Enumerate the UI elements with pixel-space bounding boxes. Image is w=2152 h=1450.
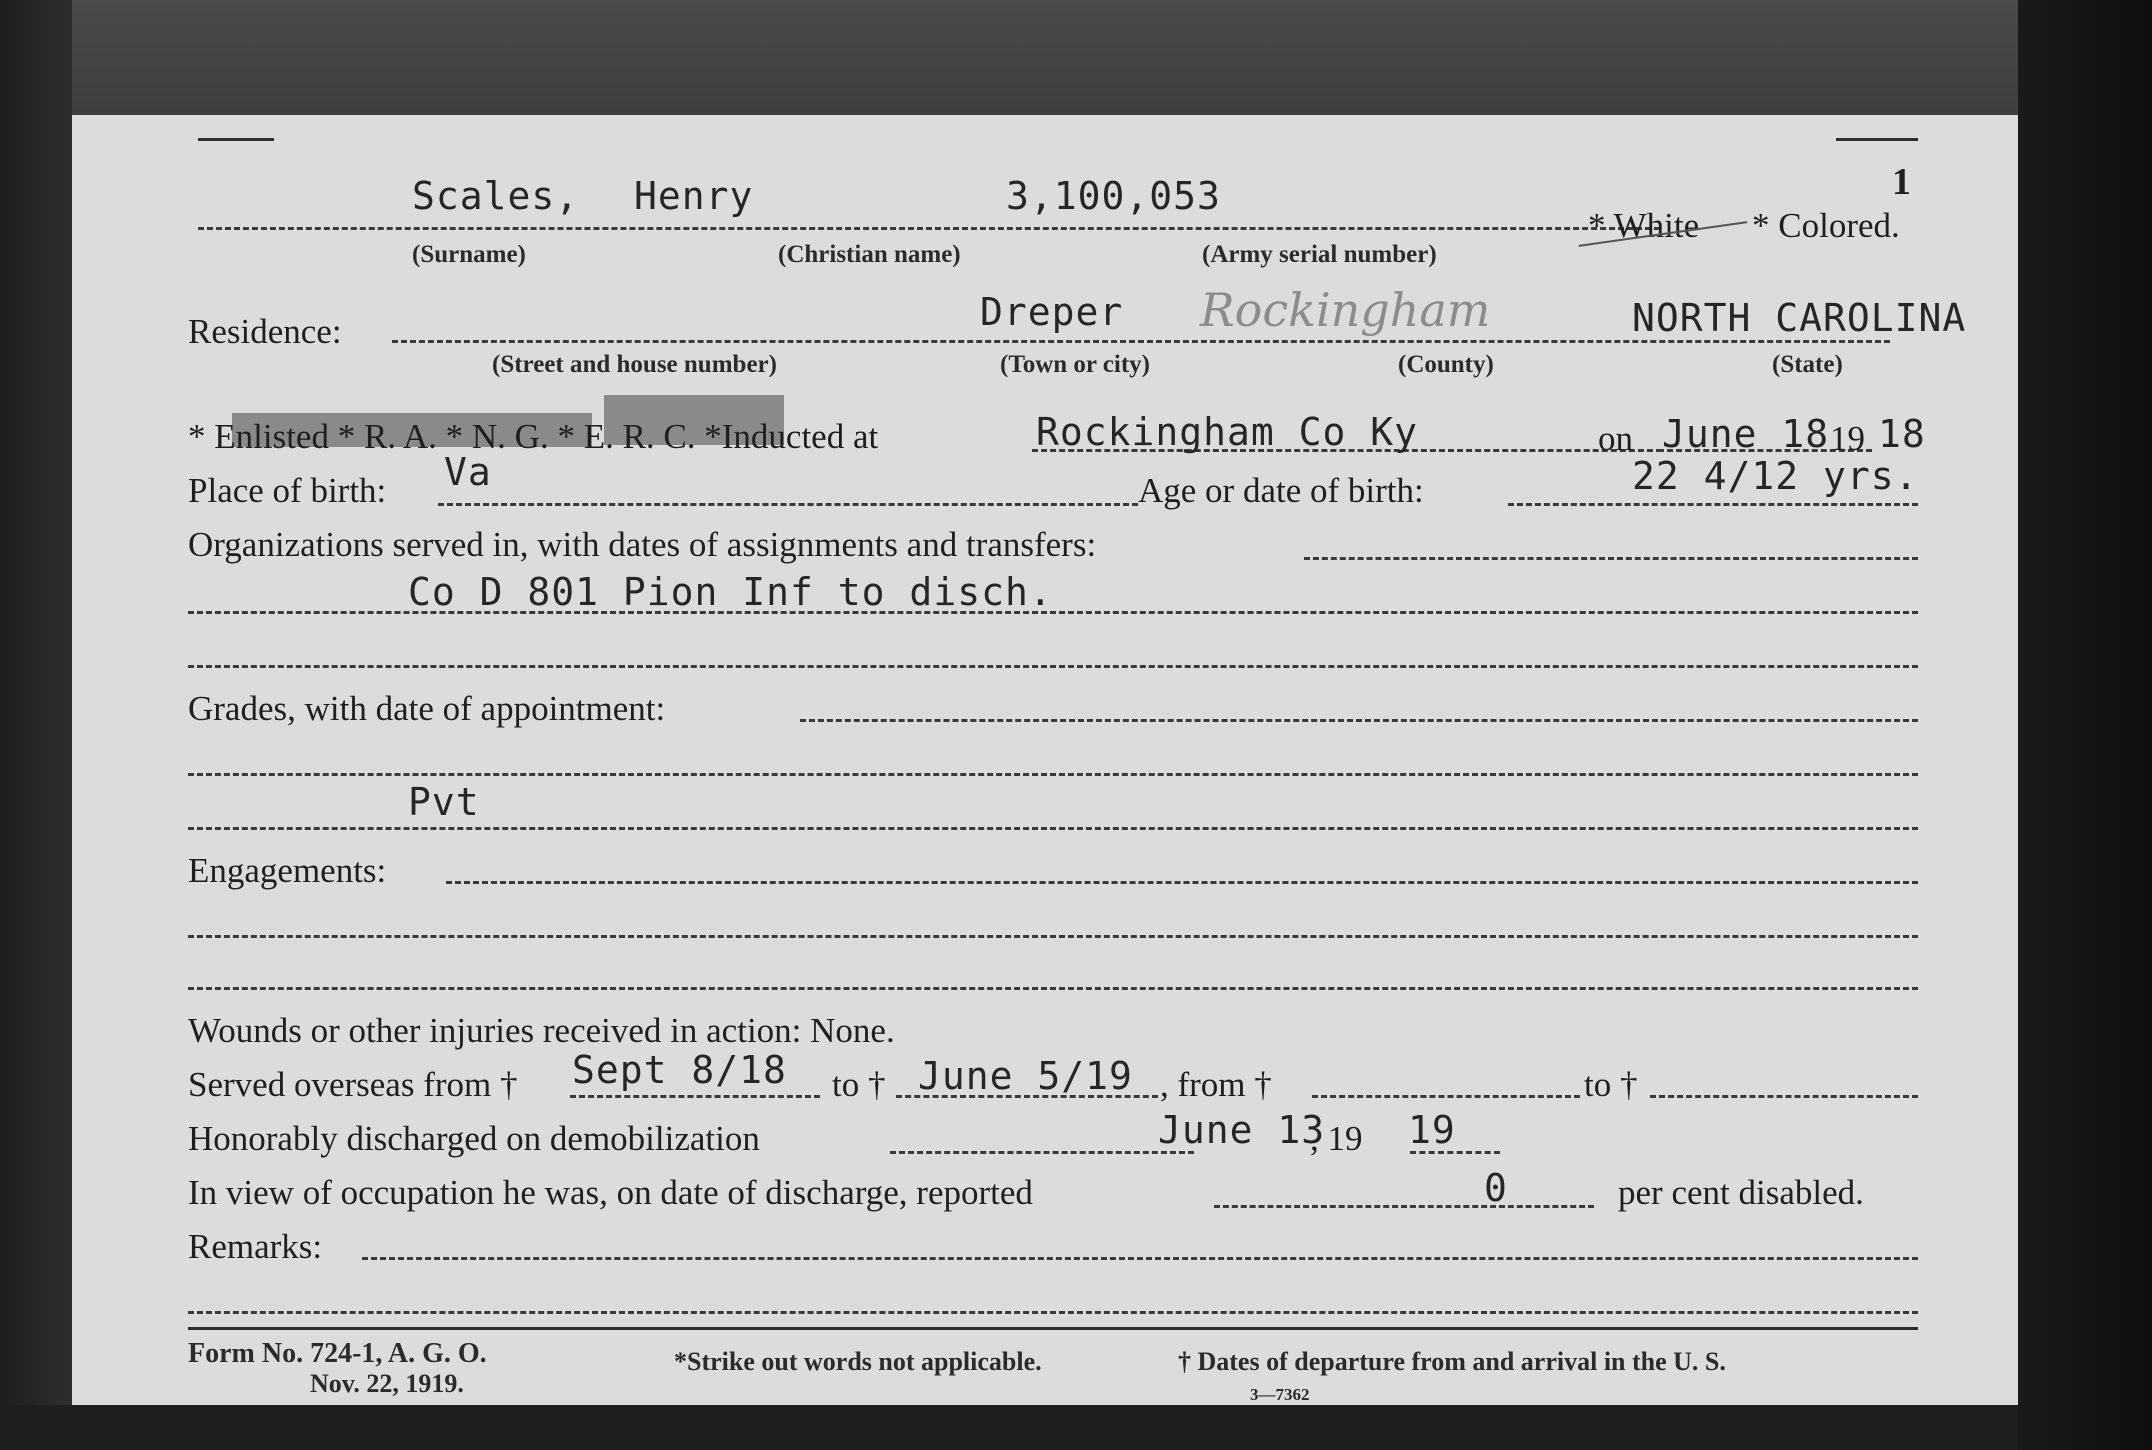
county-handwritten: Rockingham — [1200, 283, 1491, 337]
disabled-value: 0 — [1484, 1166, 1508, 1210]
overseas-to-label-2: to † — [1584, 1065, 1638, 1104]
residence-label: Residence: — [188, 312, 342, 351]
grades-line-2 — [188, 773, 1918, 776]
organizations-value: Co D 801 Pion Inf to disch. — [408, 570, 1053, 614]
corner-rule-left — [198, 138, 274, 141]
disabled-line — [1214, 1205, 1594, 1208]
remarks-line-1 — [362, 1257, 1918, 1260]
grades-label: Grades, with date of appointment: — [188, 689, 666, 728]
discharge-year-prefix: , 19 — [1310, 1119, 1363, 1158]
christian-name-value: Henry — [634, 174, 754, 218]
overseas-from-label-2: , from † — [1160, 1065, 1272, 1104]
print-code: 3—7362 — [1250, 1385, 1310, 1404]
wounds-label: Wounds or other injuries received in action: None. — [188, 1011, 895, 1050]
surname-value: Scales, — [412, 174, 580, 218]
grades-line-1 — [800, 719, 1918, 722]
serial-number-value: 3,100,053 — [1006, 174, 1221, 218]
discharge-date-line — [890, 1151, 1194, 1154]
occupation-label: In view of occupation he was, on date of discharge, reported — [188, 1173, 1033, 1212]
year-prefix: 19 — [1830, 419, 1865, 458]
age-label: Age or date of birth: — [1138, 471, 1424, 510]
residence-line — [392, 340, 1890, 343]
footer-rule — [188, 1327, 1918, 1330]
organizations-line-3 — [188, 665, 1918, 668]
age-value: 22 4/12 yrs. — [1632, 454, 1919, 498]
birth-label: Place of birth: — [188, 471, 387, 510]
county-caption: (County) — [1398, 351, 1494, 378]
organizations-line-1 — [1304, 557, 1918, 560]
serial-caption: (Army serial number) — [1202, 241, 1437, 268]
grade-value: Pvt — [408, 780, 480, 824]
scanner-background-bottom — [0, 1405, 2152, 1450]
overseas-from-line — [570, 1095, 820, 1098]
surname-caption: (Surname) — [412, 241, 526, 268]
year-value: 18 — [1878, 412, 1926, 456]
street-caption: (Street and house number) — [492, 351, 777, 378]
remarks-line-2 — [188, 1311, 1918, 1314]
overseas-from-value: Sept 8/18 — [572, 1048, 787, 1092]
engagements-line-3 — [188, 987, 1918, 990]
disabled-suffix: per cent disabled. — [1618, 1173, 1864, 1212]
scanner-background-top — [0, 0, 2152, 115]
age-line — [1508, 503, 1918, 506]
overseas-to-value: June 5/19 — [918, 1054, 1133, 1098]
inducted-value: Rockingham Co Ky — [1036, 410, 1419, 454]
organizations-line-2 — [188, 611, 1918, 614]
overseas-label: Served overseas from † — [188, 1065, 518, 1104]
race-colored-label: * Colored. — [1752, 206, 1900, 245]
town-caption: (Town or city) — [1000, 351, 1150, 378]
scanner-background-right — [2018, 0, 2152, 1450]
engagements-line-1 — [446, 881, 1918, 884]
discharge-year-value: 19 — [1408, 1108, 1456, 1152]
enlistment-label: * Enlisted * R. A. * N. G. * E. R. C. *Inducted at — [188, 417, 879, 456]
strike-note: *Strike out words not applicable. — [674, 1347, 1042, 1376]
engagements-label: Engagements: — [188, 851, 387, 890]
grades-line-3 — [188, 827, 1918, 830]
race-white-label: * White — [1588, 206, 1700, 245]
corner-rule-right — [1836, 138, 1918, 141]
state-caption: (State) — [1772, 351, 1843, 378]
remarks-label: Remarks: — [188, 1227, 323, 1266]
birth-value: Va — [444, 450, 492, 494]
dates-note: † Dates of departure from and arrival in the U. S. — [1178, 1347, 1726, 1376]
on-label: on — [1598, 419, 1633, 458]
overseas-from-line-2 — [1312, 1095, 1580, 1098]
organizations-label: Organizations served in, with dates of assignments and transfers: — [188, 525, 1097, 564]
card-number: 1 — [1892, 161, 1911, 203]
discharge-date-value: June 13 — [1158, 1108, 1326, 1152]
scanner-background-left — [0, 0, 72, 1450]
discharge-label: Honorably discharged on demobilization — [188, 1119, 760, 1158]
state-value: NORTH CAROLINA — [1632, 296, 1967, 340]
form-date: Nov. 22, 1919. — [310, 1369, 464, 1398]
town-value: Dreper — [980, 290, 1124, 334]
induction-date-value: June 18 — [1662, 412, 1830, 456]
form-number: Form No. 724-1, A. G. O. — [188, 1338, 487, 1369]
overseas-to-label: to † — [832, 1065, 886, 1104]
birth-line — [438, 503, 1138, 506]
christian-name-caption: (Christian name) — [778, 241, 961, 268]
name-line — [198, 227, 1660, 230]
engagements-line-2 — [188, 935, 1918, 938]
service-record-card — [72, 115, 2018, 1405]
overseas-to-line-2 — [1650, 1095, 1918, 1098]
